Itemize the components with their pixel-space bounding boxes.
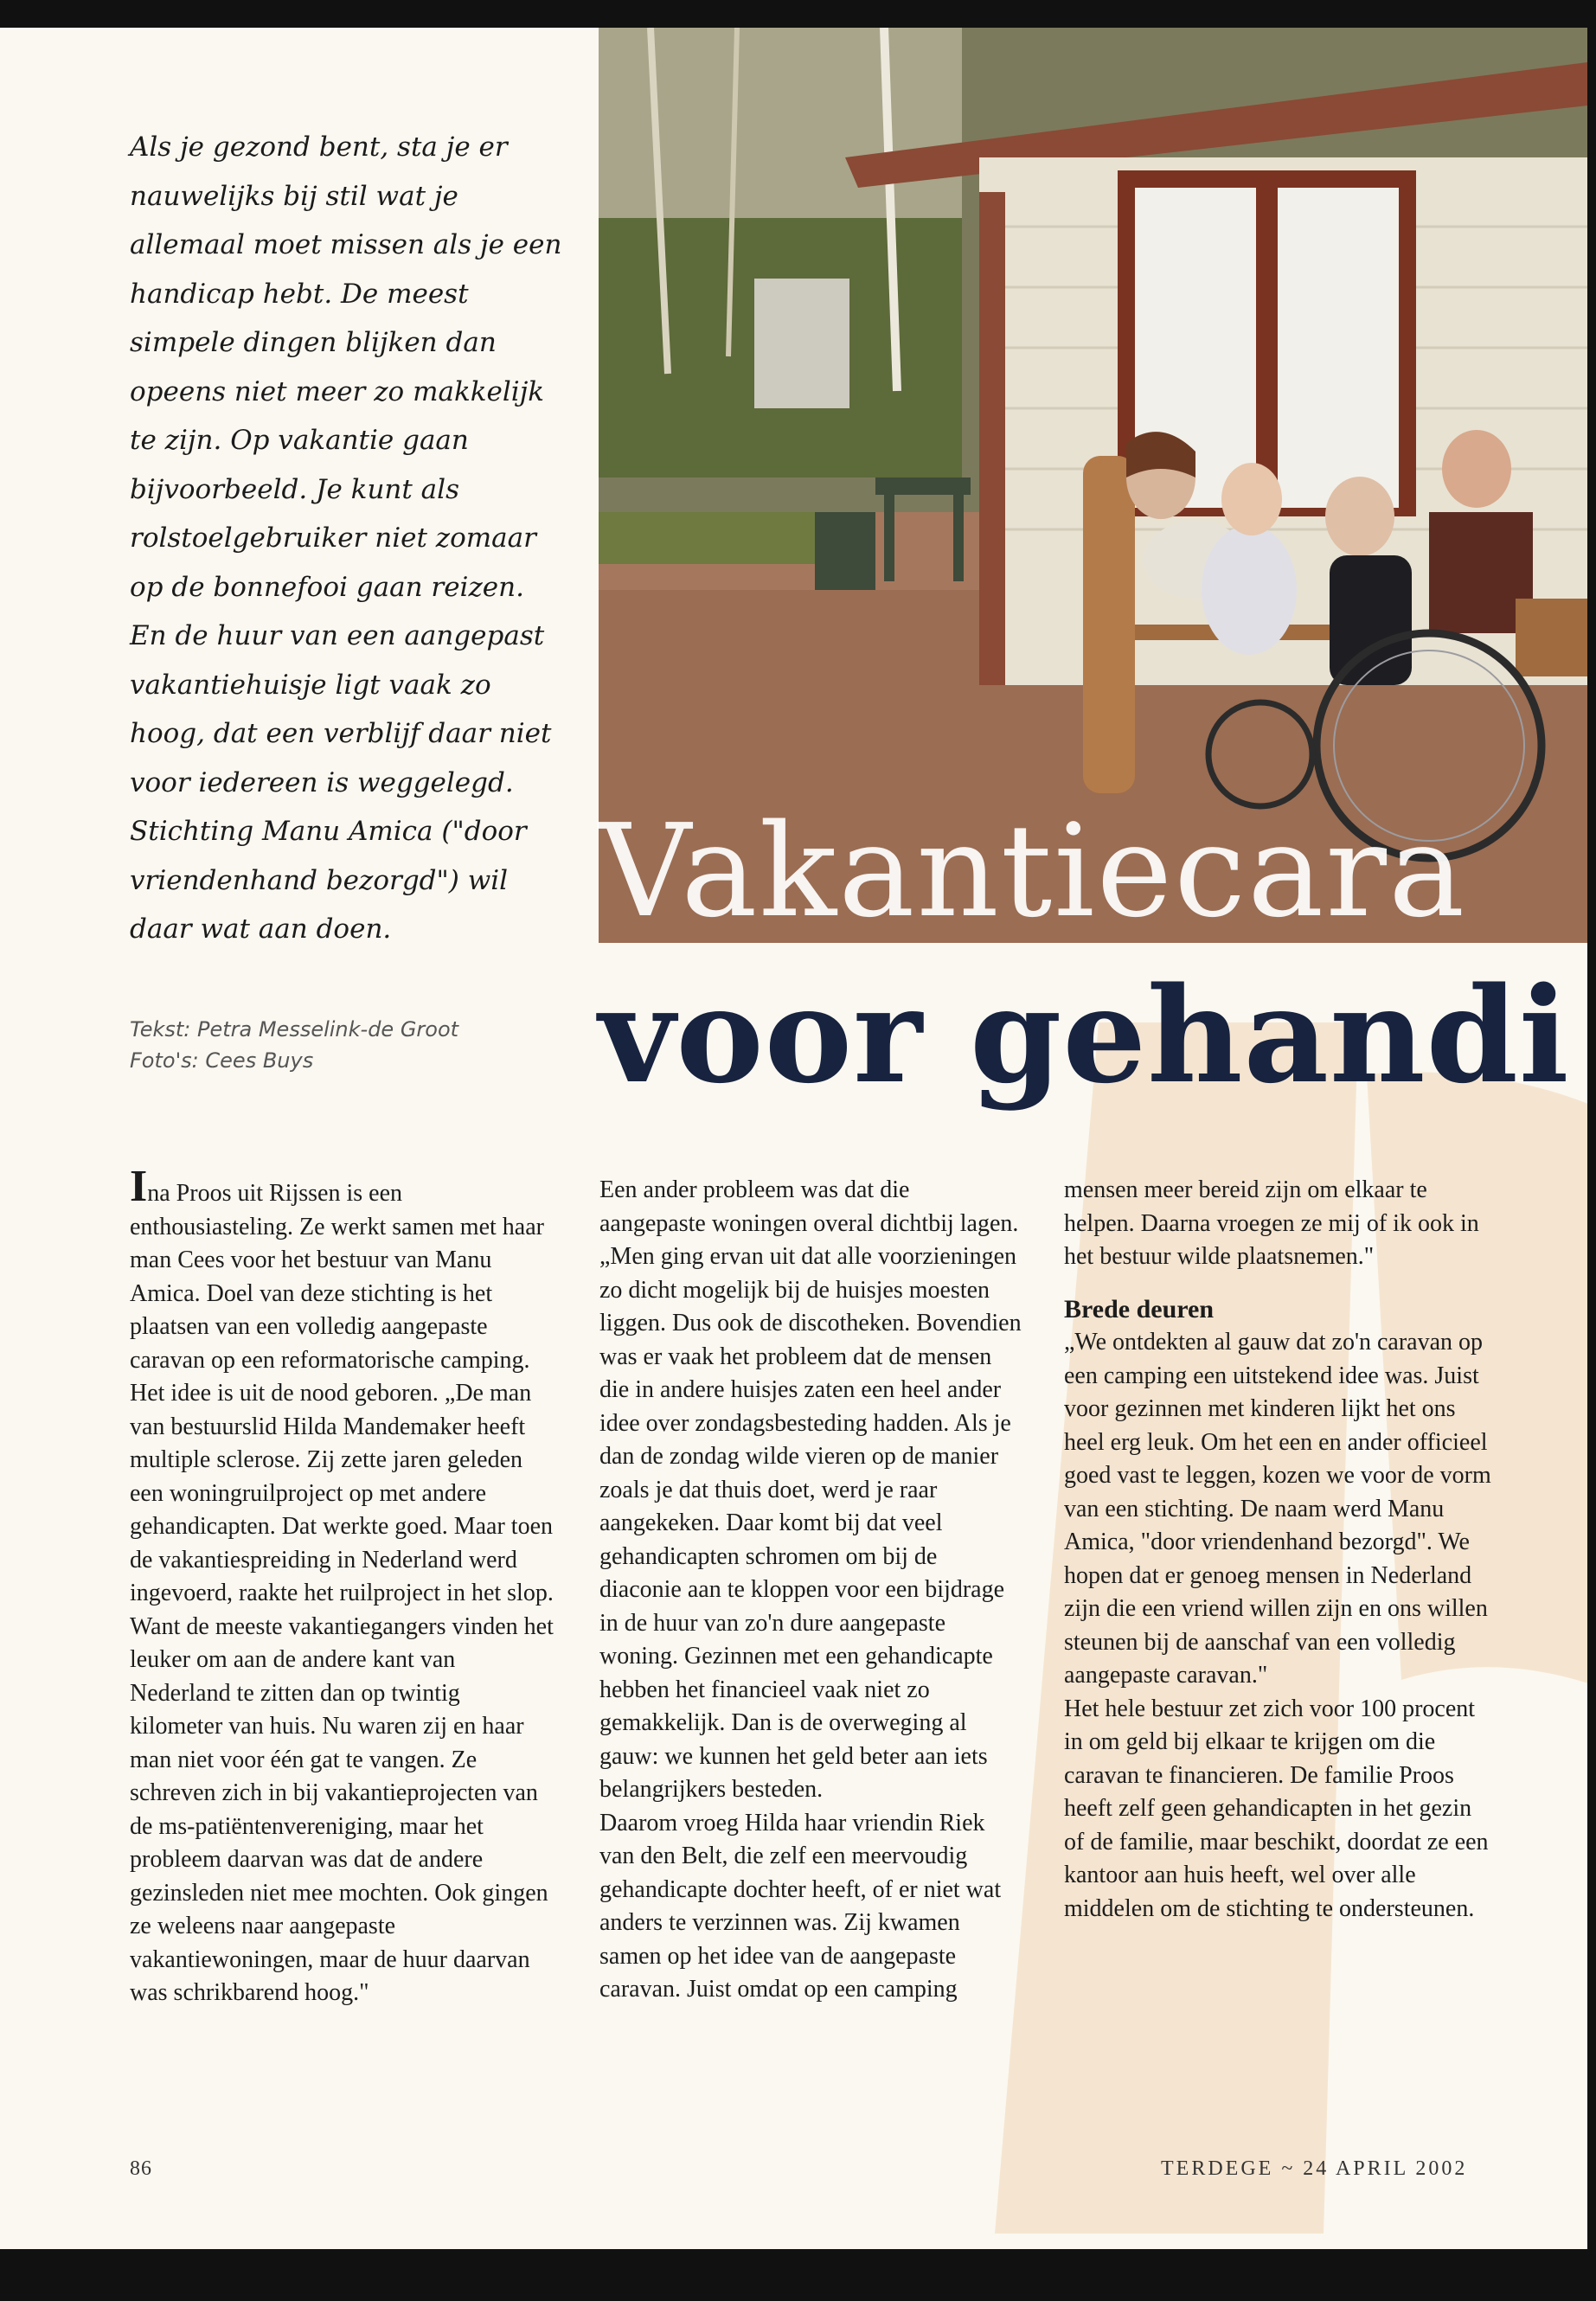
photo-credit: Foto's: Cees Buys — [130, 1048, 314, 1073]
paragraph: „We ontdekten al gauw dat zo'n caravan op een camping een uitstekend idee was. Juist voor gezinnen met kinderen lijkt het ons heel erg leuk. Om het een en ander officieel goed vast te leggen, kozen we voor de vorm van een stichting. De naam werd Manu Amica, "door vriendenhand bezorgd". We hopen dat er genoeg mensen in Nederland zijn die een vriend willen zijn en ons willen steunen bij de aanschaf van een volledig aangepaste caravan." — [1064, 1329, 1491, 1689]
page-number: 86 — [130, 2157, 152, 2180]
body-column-3 — [1064, 1174, 1497, 1926]
paragraph-text: na Proos uit Rijssen is een enthousiasteling. Ze werkt samen met haar man Cees voor het bestuur van Manu Amica. Doel van deze stichting is het plaatsen van een volledig aangepaste caravan op een reformatorische camping. Het idee is uit de nood geboren. „De man van bestuurslid Hilda Mandemaker heeft multiple sclerose. Zij zette jaren geleden een woningruilproject op met andere gehandicapten. Dat werkte goed. Maar toen de vakantiespreiding in Nederland werd ingevoerd, raakte het ruilproject in het slop. Want de meeste vakantiegangers vinden het leuker om aan de andere kant van Nederland te zitten dan op twintig kilometer van huis. Nu waren zij en haar man niet voor één gat te vangen. Ze schreven zich in bij vakantieprojecten van de ms-patiëntenvereniging, maar het probleem daarvan was dat de andere gezinsleden niet mee mochten. Ook gingen ze weleens naar aangepaste vakantiewoningen, maar de huur daarvan was schrikbarend hoog." — [130, 1180, 554, 2006]
paragraph: mensen meer bereid zijn om elkaar te helpen. Daarna vroegen ze mij of ik ook in het bestuur wilde plaatsnemen." — [1064, 1176, 1479, 1270]
author-credit: Tekst: Petra Messelink-de Groot — [130, 1017, 459, 1042]
article-title-line-2: voor gehandi — [599, 958, 1570, 1112]
paragraph: Een ander probleem was dat die aangepaste woningen overal dichtbij lagen. „Men ging ervan uit dat alle voorzieningen zo dicht mogelijk bij de huisjes moesten liggen. Dus ook de discotheken. Bovendien was er vaak het probleem dat de mensen die in andere huisjes zaten een heel ander idee over zondagsbesteding hadden. Als je dan de zondag wilde vieren op de manier zoals je dat thuis doet, werd je raar aangekeken. Daar komt bij dat veel gehandicapten schromen om bij de diaconie aan te kloppen voor een bijdrage in de huur van zo'n dure aangepaste woning. Gezinnen met een gehandicapte hebben het financieel vaak niet zo gemakkelijk. Dan is de overweging al gauw: we kunnen het geld beter aan iets belangrijkers besteden. — [599, 1176, 1022, 1803]
article-title-line-1: Vakantiecara — [599, 797, 1467, 945]
body-column-2 — [599, 1174, 1022, 2007]
subheading: Brede deuren — [1064, 1294, 1215, 1324]
paragraph — [130, 1162, 554, 2010]
paragraph: Het hele bestuur zet zich voor 100 procent in om geld bij elkaar te krijgen om die caravan te financieren. De familie Proos heeft zelf geen gehandicapten in het gezin of de familie, maar beschikt, doordat ze een kantoor aan huis heeft, wel over alle middelen om de stichting te ondersteunen. — [1064, 1695, 1489, 1922]
intro-text: Als je gezond bent, sta je er nauwelijks bij stil wat je allemaal moet missen als je een handicap hebt. De meest simpele dingen blijken dan opeens niet meer zo makkelijk te zijn. Op vakantie gaan bijvoorbeeld. Je kunt als rolstoelgebruiker niet zomaar op de bonnefooi gaan reizen. En de huur van een aangepast vakantiehuisje ligt vaak zo hoog, dat een verblijf daar niet voor iedereen is weggelegd. Stichting Manu Amica ("door vriendenhand bezorgd") wil daar wat aan doen. — [130, 131, 562, 945]
magazine-page — [0, 28, 1587, 2249]
paragraph: Daarom vroeg Hilda haar vriendin Riek van den Belt, die zelf een meervoudig gehandicapte dochter heeft, of er niet wat anders te verzinnen was. Zij kwamen samen op het idee van de aangepaste caravan. Juist omdat op een camping — [599, 1809, 1002, 2003]
magazine-issue: TERDEGE ~ 24 APRIL 2002 — [1161, 2157, 1468, 2180]
body-column-1 — [130, 1162, 554, 2010]
credits — [130, 1014, 458, 1076]
drop-cap: I — [130, 1162, 148, 1211]
